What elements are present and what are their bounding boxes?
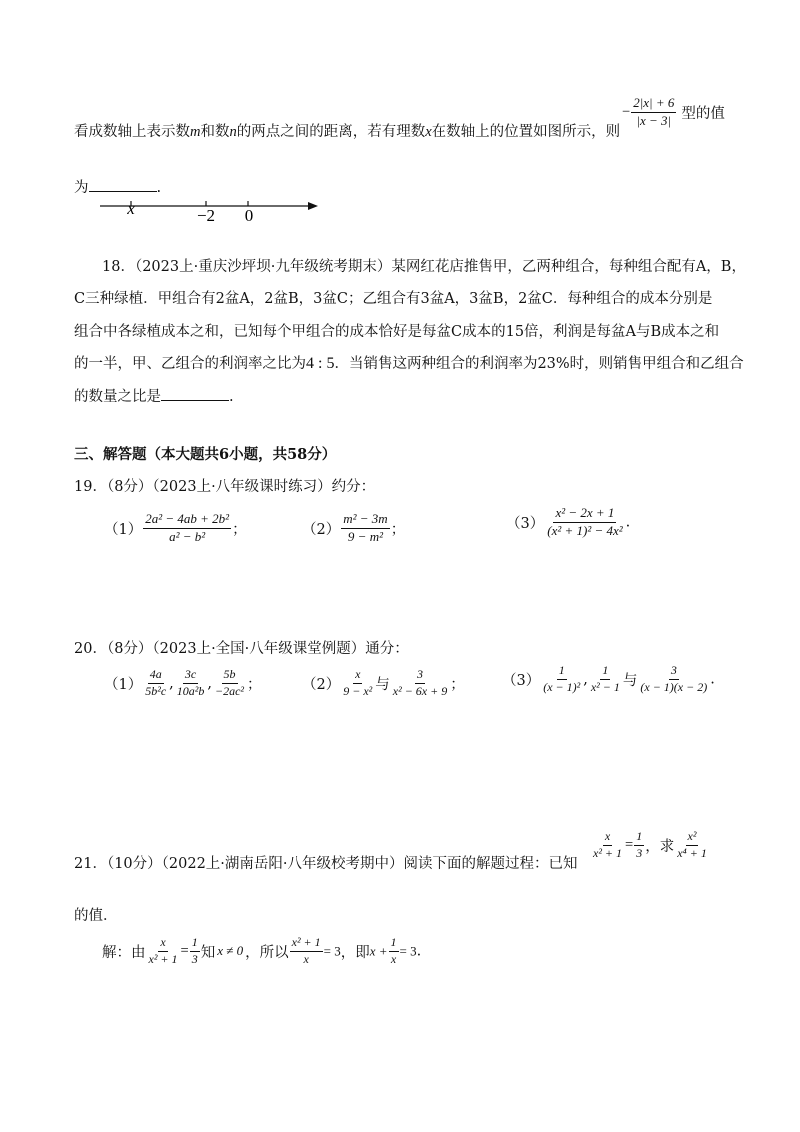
fraction-numerator: 2a² − 4ab + 2b² bbox=[143, 512, 231, 529]
q20-part3 bbox=[502, 664, 715, 695]
fraction-denominator: 9 − x² bbox=[343, 683, 373, 698]
q20-part1 bbox=[104, 668, 262, 699]
q18-line3: 组合中各绿植成本之和，已知每个甲组合的成本恰好是每盆C成本的15倍，利润是每盆A与B成本之和 bbox=[74, 324, 720, 340]
part-end: ； bbox=[390, 521, 406, 538]
minus-sign: − bbox=[622, 103, 631, 120]
part-label: （2） bbox=[302, 521, 341, 538]
q18-line1: 18．（2023上·重庆沙坪坝·九年级统考期末）某网红花店推售甲，乙两种组合，每种组合配有A，B， bbox=[102, 259, 746, 275]
fraction-denominator: x⁴ + 1 bbox=[677, 845, 707, 860]
part-end: . bbox=[710, 671, 715, 688]
q20-p1-fraction-3 bbox=[213, 668, 246, 699]
q20-p2-fraction-1 bbox=[341, 668, 374, 699]
fraction-denominator: (x − 1)(x − 2) bbox=[640, 679, 708, 694]
answer-blank[interactable] bbox=[161, 386, 229, 401]
fraction-denominator: 9 − m² bbox=[347, 528, 383, 544]
fraction-denominator: x² + 1 bbox=[148, 951, 178, 966]
q20-p3-fraction-3 bbox=[638, 664, 709, 695]
comma: , bbox=[169, 675, 174, 692]
q21-line2: 的值． bbox=[74, 908, 118, 924]
q17-text: 的两点之间的距离，若有理数 bbox=[236, 124, 426, 140]
q17-fraction bbox=[631, 96, 676, 129]
q21-given-fraction bbox=[591, 830, 624, 861]
fraction-denominator: x² − 1 bbox=[590, 679, 620, 694]
section-title: 三、解答题（本大题共6小题，共58分） bbox=[74, 446, 337, 463]
solution-fraction-3 bbox=[389, 936, 399, 967]
comma: , bbox=[207, 675, 212, 692]
q18-line2: C三种绿植．甲组合有2盆A，2盆B，3盆C；乙组合有3盆A，3盆B，2盆C．每种组合的成本分别是 bbox=[74, 291, 713, 307]
fraction-numerator: x² bbox=[686, 830, 699, 846]
fraction-denominator: x bbox=[303, 951, 309, 966]
q19-p2-fraction bbox=[341, 512, 389, 545]
solution-rhs: = 3 bbox=[399, 943, 417, 959]
q18-line5 bbox=[74, 385, 234, 406]
q19-p3-fraction bbox=[545, 506, 624, 539]
q19-title: 19．（8分）（2023上·八年级课时练习）约分： bbox=[74, 479, 376, 495]
solution-fraction-2 bbox=[290, 936, 323, 967]
q21-text: ，求 bbox=[645, 838, 675, 855]
q18-period: . bbox=[229, 389, 234, 405]
fraction-denominator: x² − 6x + 9 bbox=[392, 683, 448, 698]
label-neg2: −2 bbox=[196, 206, 216, 225]
q17-line1 bbox=[74, 120, 620, 141]
part-label: （1） bbox=[104, 676, 143, 693]
fraction-numerator: 1 bbox=[634, 830, 644, 846]
part-label: （1） bbox=[104, 521, 143, 538]
fraction-denominator: |x − 3| bbox=[636, 112, 672, 128]
q17-text: 在数轴上的位置如图所示，则 bbox=[431, 124, 621, 140]
fraction-denominator: (x² + 1)² − 4x² bbox=[547, 522, 623, 538]
q20-p1-fraction-1 bbox=[143, 668, 168, 699]
var-x: x bbox=[425, 124, 432, 140]
part-end: ； bbox=[450, 676, 465, 693]
q20-part2 bbox=[302, 668, 465, 699]
solution-text: 解：由 bbox=[102, 944, 146, 961]
q20-title: 20．（8分）（2023上·全国·八年级课堂例题）通分： bbox=[74, 641, 409, 657]
fraction-denominator: 10a²b bbox=[176, 683, 205, 698]
fraction-numerator: m² − 3m bbox=[341, 512, 389, 529]
fraction-numerator: 3 bbox=[669, 664, 679, 680]
label-0: 0 bbox=[244, 206, 254, 225]
part-label: （3） bbox=[506, 515, 545, 532]
fraction-numerator: x² − 2x + 1 bbox=[553, 506, 616, 523]
q18-text: ．当销售这两种组合的利润率为23%时，则销售甲组合和乙组合 bbox=[334, 356, 744, 372]
var-n: n bbox=[229, 124, 237, 140]
fraction-numerator: 5b bbox=[222, 668, 238, 684]
fraction-numerator: 1 bbox=[190, 936, 200, 952]
fraction-numerator: x bbox=[603, 830, 612, 846]
equals-sign: = bbox=[180, 942, 189, 959]
solution-condition: x ≠ 0 bbox=[217, 943, 244, 959]
q20-p2-fraction-2 bbox=[391, 668, 449, 699]
label-x: x bbox=[127, 199, 135, 218]
part-end: . bbox=[625, 514, 631, 531]
q17-text: 为 bbox=[74, 180, 89, 196]
q20-p3-fraction-1 bbox=[541, 664, 582, 695]
q19-p1-fraction bbox=[143, 512, 231, 545]
fraction-numerator: 1 bbox=[389, 936, 399, 952]
q21-ask-fraction bbox=[675, 830, 709, 861]
fraction-denominator: (x − 1)² bbox=[543, 679, 581, 694]
q18-text: 的数量之比是 bbox=[74, 389, 161, 405]
equals-sign: = bbox=[625, 836, 634, 853]
part-label: （3） bbox=[502, 672, 541, 689]
fraction-numerator: x bbox=[158, 936, 167, 952]
q17-fraction-expression bbox=[622, 96, 725, 129]
q20-p3-fraction-2 bbox=[589, 664, 622, 695]
fraction-denominator: 3 bbox=[636, 845, 643, 860]
q18-line4 bbox=[74, 352, 744, 373]
fraction-denominator: x bbox=[390, 951, 397, 966]
fraction-denominator: −2ac² bbox=[215, 683, 245, 698]
fraction-numerator: 1 bbox=[557, 664, 567, 680]
solution-text: ，即 bbox=[340, 944, 370, 961]
ratio: 4 : 5 bbox=[306, 355, 335, 372]
solution-rhs: = 3 bbox=[323, 943, 341, 959]
q19-part1 bbox=[104, 512, 247, 545]
q17-text: 型的值 bbox=[681, 105, 725, 122]
solution-text: ，所以 bbox=[245, 944, 289, 961]
fraction-denominator: 3 bbox=[191, 951, 198, 966]
q17-text: 看成数轴上表示数 bbox=[74, 124, 190, 140]
q21-given-expression bbox=[590, 830, 710, 861]
solution-fraction-1-rhs bbox=[190, 936, 200, 967]
comma: , bbox=[583, 671, 588, 688]
axis-arrow-icon bbox=[308, 202, 318, 210]
q21-solution bbox=[102, 936, 421, 967]
part-label: （2） bbox=[302, 676, 341, 693]
fraction-numerator: 2|x| + 6 bbox=[631, 96, 676, 113]
fraction-numerator: x bbox=[353, 668, 362, 684]
fraction-numerator: 1 bbox=[600, 664, 610, 680]
part-end: ； bbox=[232, 521, 247, 538]
answer-blank[interactable] bbox=[89, 177, 157, 192]
var-m: m bbox=[190, 124, 201, 140]
q19-part2 bbox=[302, 512, 405, 545]
q17-period: . bbox=[156, 180, 162, 196]
fraction-numerator: x² + 1 bbox=[290, 936, 323, 952]
fraction-numerator: 4a bbox=[148, 668, 164, 684]
solution-end: . bbox=[416, 943, 422, 960]
fraction-numerator: 3 bbox=[415, 668, 425, 684]
solution-text: 知 bbox=[200, 944, 216, 961]
fraction-numerator: 3c bbox=[183, 668, 198, 684]
q21-given-rhs bbox=[634, 830, 644, 861]
part-end: ； bbox=[247, 676, 262, 693]
fraction-denominator: a² − b² bbox=[169, 528, 206, 544]
solution-expression: x + bbox=[369, 943, 388, 959]
q17-text: 和数 bbox=[200, 124, 230, 140]
conjunction: 与 bbox=[622, 672, 638, 689]
q21-title: 21．（10分）（2022上·湖南岳阳·八年级校考期中）阅读下面的解题过程：已知 bbox=[74, 856, 578, 872]
q18-text: 的一半，甲、乙组合的利润率之比为 bbox=[74, 356, 306, 372]
solution-fraction-1 bbox=[147, 936, 180, 967]
q20-p1-fraction-2 bbox=[175, 668, 207, 699]
number-line bbox=[96, 192, 326, 226]
conjunction: 与 bbox=[375, 676, 390, 693]
fraction-denominator: 5b²c bbox=[145, 683, 167, 698]
fraction-denominator: x² + 1 bbox=[593, 845, 623, 860]
q19-part3 bbox=[506, 506, 630, 539]
